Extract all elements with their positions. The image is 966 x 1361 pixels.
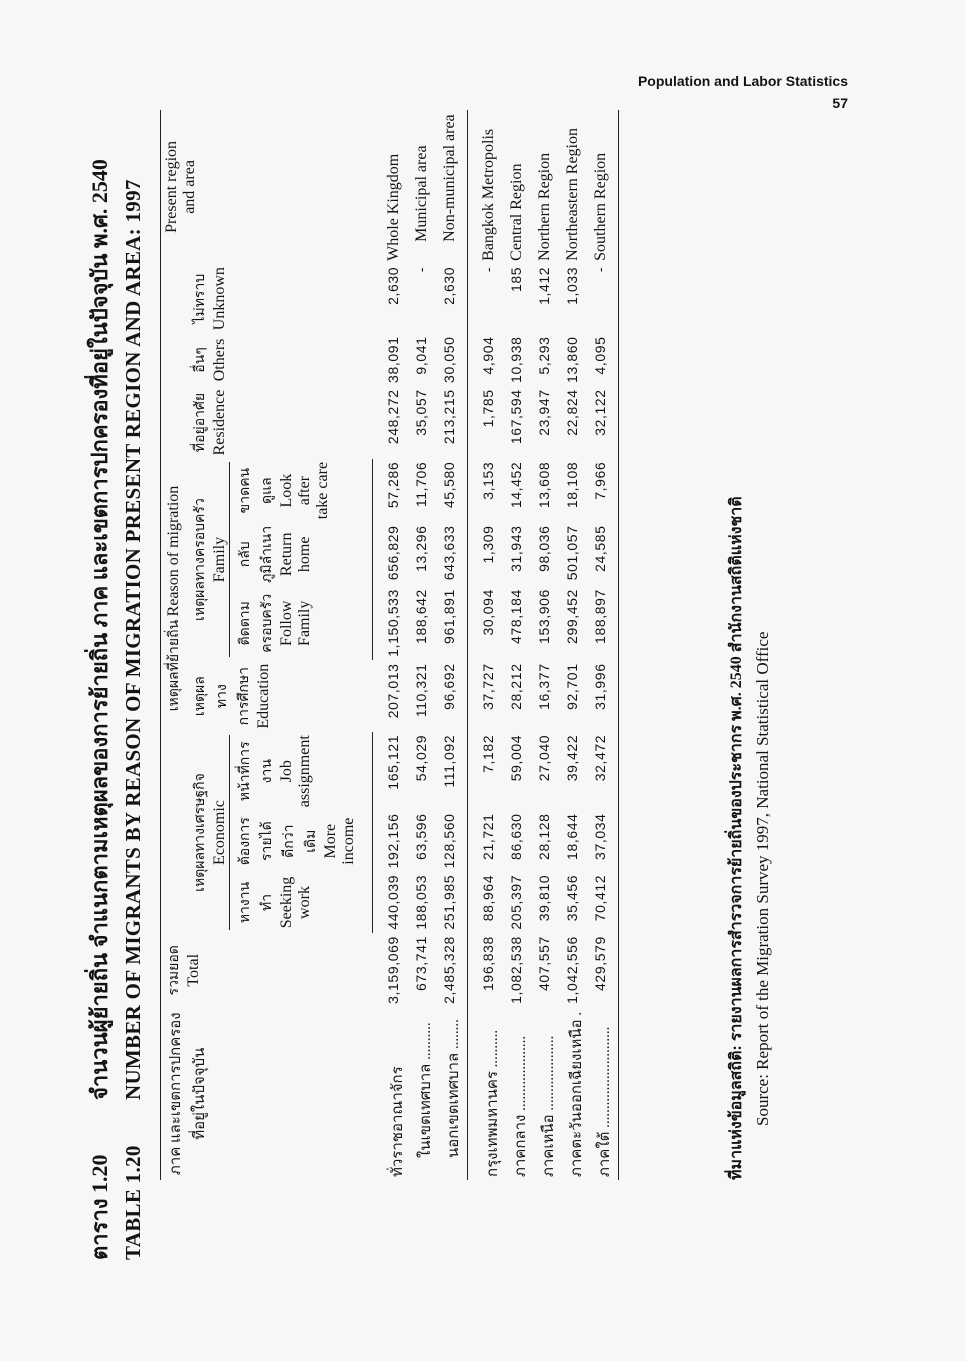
cell-income: 37,034: [591, 813, 608, 860]
row-label-thai: [590, 1007, 619, 1180]
cell-job: 111,092: [440, 734, 457, 788]
header-more-income-english-1: More: [322, 823, 339, 859]
cell-education: 28,212: [507, 663, 524, 710]
cell-look: 45,580: [440, 461, 457, 509]
header-job-english-2: assignment: [296, 735, 313, 808]
row-label-thai-text: ภาคตะวันออกเฉียงเหนือ: [568, 1019, 585, 1177]
cell-follow: 1,150,533: [385, 589, 401, 657]
cell-others: 38,091: [384, 336, 401, 383]
header-present-region-line2: and area: [181, 160, 198, 214]
table-title-thai: [85, 159, 115, 1260]
cell-unknown: 1,412: [535, 266, 552, 305]
cell-follow: 188,897: [591, 589, 608, 644]
cell-ret: 98,036: [535, 525, 552, 572]
cell-look: 13,608: [535, 461, 552, 509]
cell-income: 21,721: [479, 813, 496, 860]
cell-ret: 31,943: [507, 525, 524, 572]
row-label-leader-dots: ....................: [512, 1035, 529, 1115]
cell-job: 32,472: [591, 734, 608, 782]
header-region-thai-line1: ภาค และเขตการปกครอง: [168, 1012, 184, 1176]
table-title-english-text: NUMBER OF MIGRANTS BY REASON OF MIGRATION PRESENT REGION AND AREA: 1997: [121, 179, 145, 1100]
row-label-thai: [467, 1007, 506, 1180]
table-row: [373, 110, 411, 1180]
row-label-english: Northern Region: [535, 152, 553, 261]
cell-others: 30,050: [440, 336, 457, 383]
cell-ret: 643,633: [440, 525, 457, 581]
cell-total: 196,838: [479, 936, 496, 991]
cell-total: 2,485,328: [440, 936, 457, 1004]
cell-look: 57,286: [385, 461, 401, 509]
cell-seeking: 188,053: [412, 874, 429, 930]
header-return-home: [232, 522, 360, 586]
row-label-english: Municipal area: [412, 145, 430, 242]
cell-unknown: -: [591, 266, 608, 273]
cell-job: 59,004: [507, 734, 524, 782]
header-total: [161, 933, 373, 1007]
cell-residence: 22,824: [563, 389, 580, 436]
cell-seeking: 251,985: [440, 874, 457, 930]
cell-residence: 1,785: [479, 389, 496, 428]
header-total-english: Total: [185, 953, 202, 987]
row-label-thai-text: ทั่วราชอาณาจักร: [389, 1066, 406, 1177]
row-label-english: Central Region: [507, 163, 525, 261]
cell-residence: 248,272: [384, 389, 401, 445]
row-label-thai-text: นอกเขตเทศบาล: [445, 1052, 462, 1158]
cell-education: 92,701: [563, 663, 580, 710]
cell-look: 14,452: [507, 461, 524, 509]
table-header: [161, 110, 373, 1180]
header-lookafter-english-1: Look: [278, 473, 295, 508]
row-label-thai: [506, 1007, 534, 1180]
row-label-leader-dots: ..........: [417, 1022, 434, 1064]
cell-income: 18,644: [563, 813, 580, 860]
cell-follow: 478,184: [507, 589, 524, 644]
row-label-thai-text: ภาคกลาง: [512, 1114, 529, 1177]
cell-education: 16,377: [535, 663, 552, 710]
header-lookafter-english-2: after: [296, 475, 313, 506]
cell-residence: 35,057: [412, 389, 429, 436]
cell-follow: 188,642: [412, 589, 429, 644]
cell-job: 54,029: [412, 734, 429, 782]
header-more-income: [232, 811, 360, 872]
header-more-income-thai-1: ต้องการรายได้: [238, 817, 275, 866]
header-follow-english-2: Family: [296, 600, 313, 646]
cell-seeking: 35,456: [563, 874, 580, 922]
table-number-english: TABLE 1.20: [121, 1145, 145, 1260]
cell-seeking: 205,397: [507, 874, 524, 930]
header-return-english-1: Return: [278, 532, 295, 577]
table-row: [439, 110, 468, 1180]
row-label-thai: [373, 1007, 411, 1180]
cell-follow: 153,906: [535, 589, 552, 644]
header-residence-thai: ที่อยู่อาศัย: [193, 392, 208, 453]
header-seeking-english-2: work: [296, 886, 313, 919]
header-reason: [161, 264, 188, 933]
table-title-english: [119, 179, 147, 1260]
header-economic-thai: เหตุผลทางเศรษฐกิจ: [193, 773, 208, 892]
cell-seeking: 440,039: [385, 874, 401, 930]
table-number-thai: ตาราง 1.20: [87, 1154, 112, 1260]
table-group-kingdom: [373, 110, 468, 1180]
row-label-english: Whole Kingdom: [384, 153, 402, 261]
cell-unknown: 185: [507, 266, 524, 293]
header-region-thai-line2: ที่อยู่ในปัจจุบัน: [192, 1047, 208, 1140]
row-label-english: Bangkok Metropolis: [479, 128, 497, 261]
cell-others: 13,860: [563, 336, 580, 383]
cell-total: 1,082,538: [507, 936, 524, 1004]
header-education-thai-3: การศึกษา: [237, 667, 252, 726]
cell-residence: 213,215: [440, 389, 457, 445]
table-row: [411, 110, 439, 1180]
header-return-english-2: home: [296, 536, 313, 573]
cell-job: 27,040: [535, 734, 552, 782]
cell-job: 7,182: [479, 734, 496, 773]
row-label-leader-dots: ...........................: [596, 1026, 613, 1132]
header-economic-english: Economic: [211, 735, 230, 930]
cell-look: 18,108: [563, 461, 580, 509]
cell-residence: 167,594: [507, 389, 524, 445]
header-follow-english-1: Follow: [278, 600, 295, 646]
header-job-assignment: [232, 732, 360, 811]
cell-residence: 32,122: [591, 389, 608, 436]
cell-follow: 30,094: [479, 589, 496, 636]
header-education-thai-1: เหตุผล: [193, 676, 208, 717]
header-economic: [187, 732, 232, 933]
cell-follow: 961,891: [440, 589, 457, 644]
page-number: 57: [832, 95, 848, 111]
section-title: Population and Labor Statistics: [637, 73, 848, 89]
header-more-income-english-2: income: [340, 817, 357, 865]
row-label-thai-text: กรุงเทพมหานคร: [484, 1071, 501, 1177]
cell-unknown: -: [412, 266, 429, 273]
cell-education: 31,996: [591, 663, 608, 710]
row-label-thai: [411, 1007, 439, 1180]
header-return-thai-1: กลับ: [238, 541, 253, 568]
cell-income: 86,630: [507, 813, 524, 860]
cell-income: 192,156: [385, 813, 401, 869]
source-note-thai: ที่มาแห่งข้อมูลสถิติ: รายงานผลการสำรวจการย้ายถิ่นของประชากร พ.ศ. 2540 สำนักงานสถิติแห่งชาติ: [728, 496, 745, 1180]
cell-total: 407,557: [535, 936, 552, 991]
header-others: [187, 334, 373, 387]
row-label-thai: [439, 1007, 468, 1180]
header-lookafter-english-3: take care: [314, 461, 331, 520]
cell-others: 4,904: [479, 336, 496, 375]
header-others-english: Others: [211, 338, 228, 382]
cell-income: 63,596: [412, 813, 429, 860]
cell-unknown: -: [479, 266, 496, 273]
header-present-region: [161, 110, 373, 264]
header-education: [187, 660, 373, 731]
running-head: [638, 70, 848, 114]
cell-look: 3,153: [479, 461, 496, 500]
table-row: [590, 110, 619, 1180]
header-family: [187, 459, 232, 661]
cell-seeking: 39,810: [535, 874, 552, 922]
header-family-thai: เหตุผลทางครอบครัว: [193, 498, 208, 621]
cell-residence: 23,947: [535, 389, 552, 436]
header-follow-family: [232, 586, 360, 660]
cell-others: 4,095: [591, 336, 608, 375]
header-region-thai: [161, 1007, 373, 1180]
cell-income: 28,128: [535, 813, 552, 860]
header-education-thai-2: ทาง: [215, 684, 230, 709]
cell-others: 5,293: [535, 336, 552, 375]
row-label-thai-text: ภาคเหนือ: [540, 1114, 557, 1177]
header-unknown-english: Unknown: [211, 267, 228, 331]
table-title-thai-text: จำนวนผู้ย้ายถิ่น จำแนกตามเหตุผลของการย้ายถิ่น ภาค และเขตการปกครองที่อยู่ในปัจจุบัน พ.ศ. 2540: [87, 159, 112, 1100]
cell-unknown: 2,630: [440, 266, 457, 305]
header-seeking-work: [232, 872, 360, 933]
cell-follow: 299,452: [563, 589, 580, 644]
header-job-thai: หน้าที่การงาน: [238, 741, 275, 802]
table-row: [506, 110, 534, 1180]
row-label-thai-text: ในเขตเทศบาล: [417, 1063, 434, 1158]
table-row: [562, 110, 590, 1180]
cell-education: 37,727: [479, 663, 496, 710]
cell-total: 429,579: [591, 936, 608, 991]
cell-total: 673,741: [412, 936, 429, 991]
cell-ret: 656,829: [385, 525, 401, 581]
cell-seeking: 88,964: [479, 874, 496, 922]
cell-education: 96,692: [440, 663, 457, 710]
cell-ret: 24,585: [591, 525, 608, 572]
header-seeking-thai: หางานทำ: [238, 881, 275, 924]
header-look-after: [232, 459, 360, 523]
row-label-thai-text: ภาคใต้: [596, 1131, 613, 1177]
cell-look: 7,966: [591, 461, 608, 500]
header-reason-english: Reason of migration: [165, 485, 182, 617]
header-follow-thai-2: ครอบครัว: [260, 593, 275, 653]
row-label-thai: [562, 1007, 590, 1180]
header-job-english-1: Job: [278, 760, 295, 783]
row-label-leader-dots: ........: [445, 1019, 462, 1053]
cell-others: 9,041: [412, 336, 429, 375]
cell-unknown: 1,033: [563, 266, 580, 305]
table-group-regions: [467, 110, 618, 1180]
migration-table: [160, 110, 619, 1180]
header-unknown-thai: ไม่ทราบ: [193, 273, 208, 324]
header-family-english: Family: [211, 462, 230, 658]
row-label-english: Southern Region: [591, 152, 609, 261]
row-label-english: Non-municipal area: [440, 114, 458, 242]
cell-total: 3,159,069: [384, 936, 401, 1004]
cell-job: 165,121: [385, 734, 401, 790]
header-reason-thai: เหตุผลที่ย้ายถิ่น: [167, 619, 182, 712]
row-label-english: Northeastern Region: [563, 127, 581, 261]
cell-seeking: 70,412: [591, 874, 608, 922]
cell-education: 207,013: [384, 663, 401, 719]
cell-ret: 501,057: [563, 525, 580, 581]
header-unknown: [187, 264, 373, 334]
row-label-leader-dots: ..........: [484, 1029, 501, 1072]
header-residence-english: Residence: [211, 389, 228, 456]
header-others-thai: อื่นๆ: [193, 347, 208, 373]
header-follow-thai-1: ติดตาม: [238, 601, 253, 646]
cell-look: 11,706: [412, 461, 429, 508]
header-more-income-thai-2: ดีกว่าเดิม: [282, 824, 319, 858]
header-present-region-line1: Present region: [163, 140, 180, 233]
header-residence: [187, 386, 373, 458]
cell-ret: 1,309: [479, 525, 496, 564]
cell-education: 110,321: [412, 663, 429, 718]
table-row: [534, 110, 562, 1180]
header-total-thai: รวมยอด: [167, 945, 182, 996]
row-label-leader-dots: ....................: [540, 1035, 557, 1115]
row-label-leader-dots: .: [568, 1011, 585, 1020]
cell-others: 10,938: [507, 336, 524, 383]
header-return-thai-2: ภูมิลำเนา: [260, 525, 275, 583]
source-note-english: Source: Report of the Migration Survey 1997, National Statistical Office: [753, 631, 772, 1126]
rotated-table-page: [85, 114, 785, 1260]
table-row: [467, 110, 506, 1180]
header-lookafter-thai: ขาดคนดูแล: [238, 467, 275, 514]
cell-total: 1,042,556: [563, 936, 580, 1004]
header-education-english: Education: [255, 663, 272, 729]
cell-job: 39,422: [563, 734, 580, 782]
cell-unknown: 2,630: [384, 266, 401, 305]
header-seeking-english-1: Seeking: [278, 876, 295, 929]
cell-ret: 13,296: [412, 525, 429, 572]
row-label-thai: [534, 1007, 562, 1180]
cell-income: 128,560: [440, 813, 457, 869]
